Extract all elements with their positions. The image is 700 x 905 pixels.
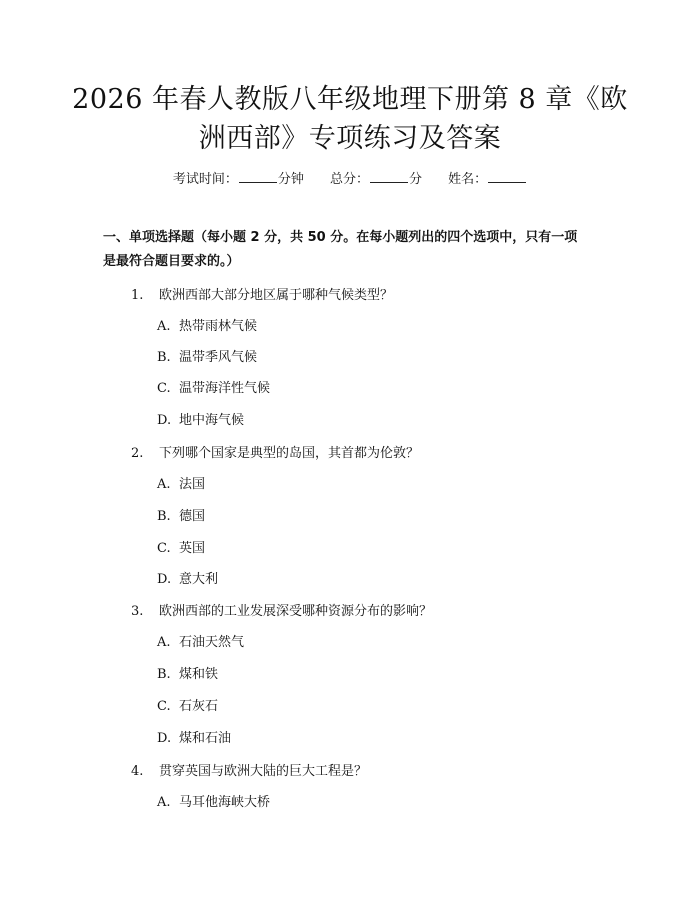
option-text: 煤和铁 xyxy=(179,667,219,682)
option-text: 石油天然气 xyxy=(179,635,245,650)
option-letter: D. xyxy=(157,731,172,746)
option-text: 温带季风气候 xyxy=(179,350,258,365)
question-text: 欧洲西部的工业发展深受哪种资源分布的影响？ xyxy=(159,604,433,619)
question-2 xyxy=(131,442,419,461)
question-text: 下列哪个国家是典型的岛国，其首都为伦敦？ xyxy=(159,446,420,461)
total-score-blank xyxy=(370,170,408,183)
option-letter: C. xyxy=(157,541,171,556)
option-letter: A. xyxy=(157,319,171,334)
title-line-1: 2026 年春人教版八年级地理下册第 8 章《欧 xyxy=(72,84,628,115)
question-number: 3. xyxy=(131,604,144,619)
exam-time-blank xyxy=(239,170,277,183)
question-3-option-d xyxy=(157,727,231,746)
option-letter: A. xyxy=(157,477,171,492)
title-line-2: 洲西部》专项练习及答案 xyxy=(198,123,502,154)
total-score xyxy=(330,168,422,187)
option-text: 热带雨林气候 xyxy=(179,319,258,334)
question-3-option-c xyxy=(157,695,218,714)
exam-time xyxy=(173,168,304,187)
question-3-option-b xyxy=(157,663,218,682)
question-2-option-b xyxy=(157,505,205,524)
option-text: 石灰石 xyxy=(179,699,219,714)
question-2-option-c xyxy=(157,537,205,556)
question-1-option-b xyxy=(157,346,257,365)
section-header-line-2: 是最符合题目要求的。） xyxy=(103,254,240,269)
question-1 xyxy=(131,284,393,303)
question-number: 4. xyxy=(131,764,144,779)
question-4 xyxy=(131,760,367,779)
question-2-option-d xyxy=(157,568,218,587)
option-text: 意大利 xyxy=(179,572,219,587)
student-name-label: 姓名： xyxy=(448,172,488,187)
question-1-option-a xyxy=(157,315,257,334)
total-score-label: 总分： xyxy=(329,172,369,187)
section-header xyxy=(103,226,603,274)
total-score-unit: 分 xyxy=(409,172,423,187)
exam-time-unit: 分钟 xyxy=(277,172,304,187)
option-text: 法国 xyxy=(179,477,206,492)
question-1-option-d xyxy=(157,409,244,428)
question-4-option-a xyxy=(157,791,270,810)
option-letter: A. xyxy=(157,635,171,650)
question-text: 贯穿英国与欧洲大陆的巨大工程是？ xyxy=(159,764,368,779)
question-3-option-a xyxy=(157,631,244,650)
option-letter: B. xyxy=(157,667,171,682)
option-letter: D. xyxy=(157,413,172,428)
option-text: 马耳他海峡大桥 xyxy=(179,795,271,810)
option-letter: A. xyxy=(157,795,171,810)
option-text: 地中海气候 xyxy=(179,413,245,428)
option-letter: B. xyxy=(157,350,171,365)
student-name xyxy=(448,168,527,187)
option-text: 英国 xyxy=(179,541,206,556)
question-number: 1. xyxy=(131,288,144,303)
question-3 xyxy=(131,600,432,619)
option-letter: C. xyxy=(157,381,171,396)
student-name-blank xyxy=(488,170,526,183)
question-number: 2. xyxy=(131,446,144,461)
option-letter: D. xyxy=(157,572,172,587)
option-text: 煤和石油 xyxy=(179,731,232,746)
exam-info-row xyxy=(0,168,700,187)
section-header-line-1: 一、单项选择题（每小题 2 分，共 50 分。在每小题列出的四个选项中，只有一项 xyxy=(103,230,578,245)
option-letter: B. xyxy=(157,509,171,524)
option-text: 温带海洋性气候 xyxy=(179,381,271,396)
question-1-option-c xyxy=(157,377,270,396)
question-2-option-a xyxy=(157,473,205,492)
question-text: 欧洲西部大部分地区属于哪种气候类型？ xyxy=(159,288,394,303)
option-text: 德国 xyxy=(179,509,206,524)
document-title xyxy=(60,80,640,158)
exam-time-label: 考试时间： xyxy=(172,172,238,187)
option-letter: C. xyxy=(157,699,171,714)
